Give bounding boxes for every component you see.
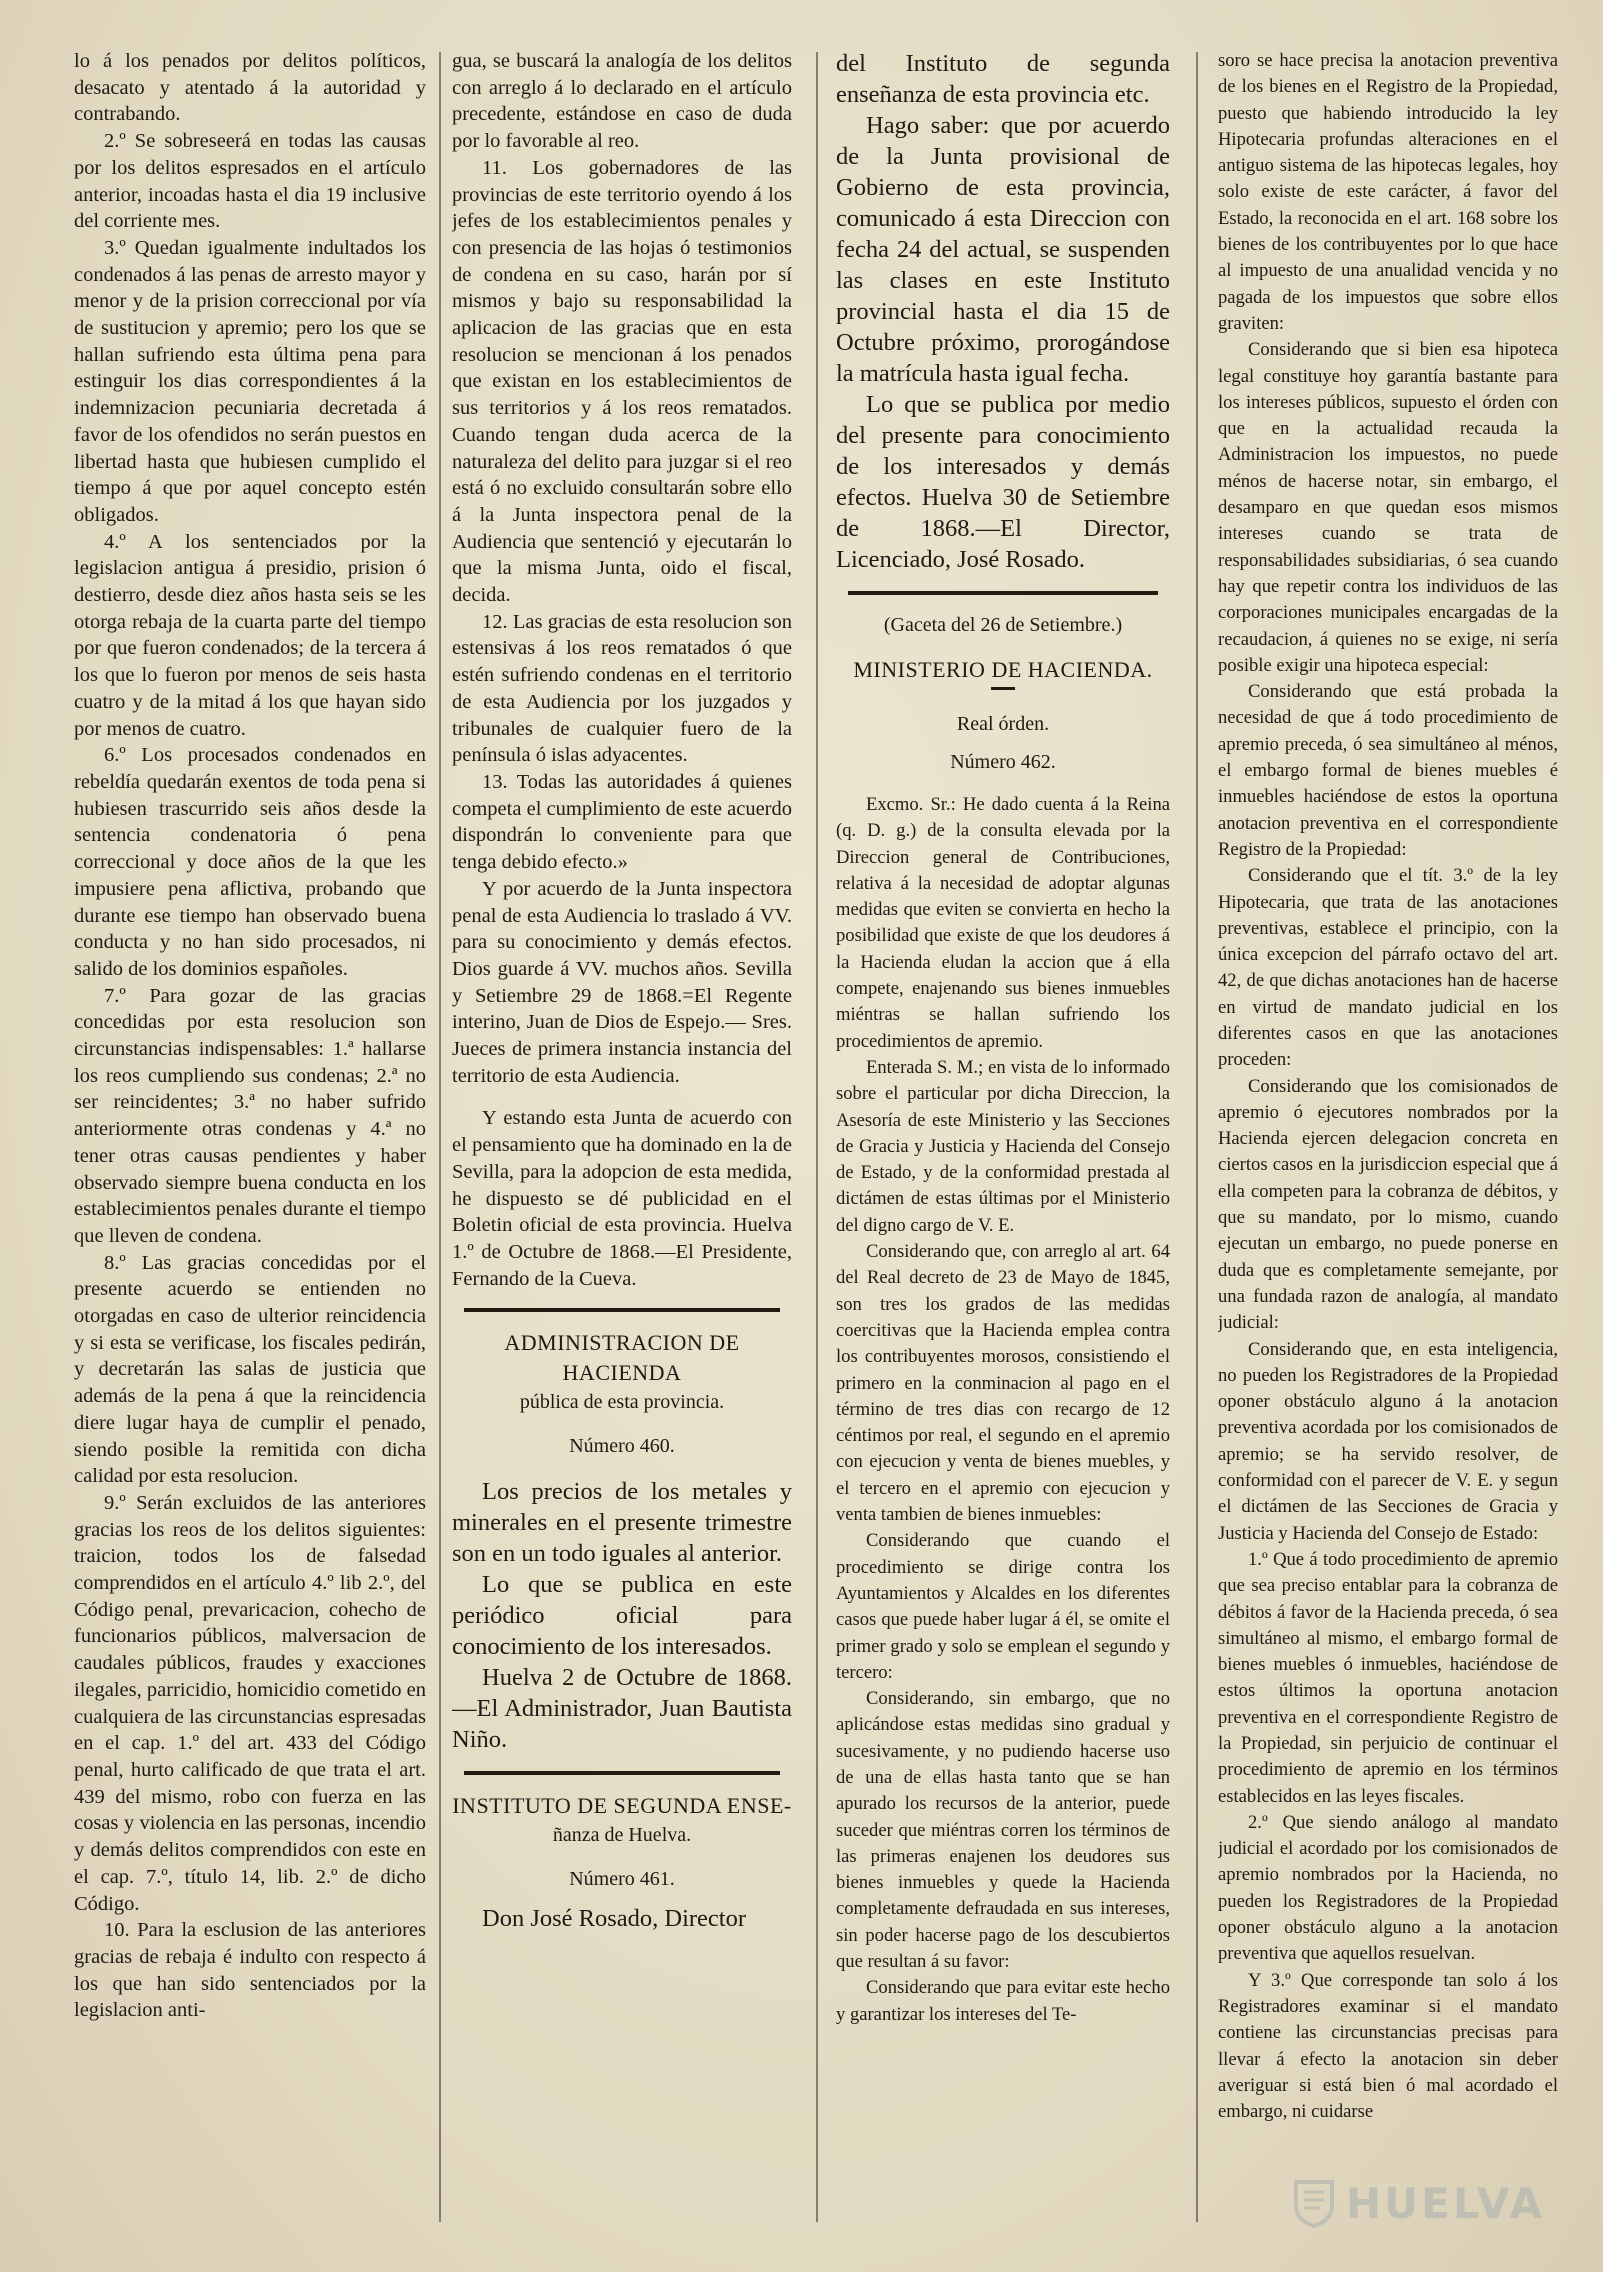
paragraph: Los precios de los metales y minerales en el presente trimestre son en un todo iguales al anterior. <box>452 1478 792 1568</box>
paragraph: 12. Las gracias de esta resolucion son estensivas á los reos rematados ó que estén sufriendo condenas en el territorio de esta Audiencia por los juzgados y tribunales de cualquier fuero de la península ó islas adyacentes. <box>452 610 792 767</box>
paragraph: 13. Todas las autoridades á quienes competa el cumplimiento de este acuerdo dispondrán lo conveniente para que tenga debido efecto.» <box>452 770 792 874</box>
section-subheader-instituto: ñanza de Huelva. <box>552 1824 692 1847</box>
paragraph: 9.º Serán excluidos de las anteriores gracias los reos de los delitos siguientes: traicion, todos los de falsedad comprendidos en el artículo 4.º lib 2.º, del Código penal, prevaricacion, cohecho de funcionarios públicos, malversacion de caudales públicos, fraudes y exacciones ilegales, parricidio, homicidio cometido en cualquiera de las circunstancias espresadas en el cap. 1.º del art. 433 del Código penal, hurto calificado de que trata el art. 439 del mismo, robo con fuerza en las cosas y violencia en las personas, incendio y demás delitos comprendidos con este en el cap. 7.º, título 14, lib. 2.º de dicho Código. <box>74 1491 426 1915</box>
paragraph: Huelva 2 de Octubre de 1868.—El Administrador, Juan Bautista Niño. <box>452 1664 792 1754</box>
paragraph: 11. Los gobernadores de las provincias de este territorio oyendo á los jefes de los establecimientos penales y con presencia de las hojas ó testimonios de condena en su caso, harán por sí mismos y bajo su responsabilidad la aplicacion de las gracias que en esta resolucion se mencionan á los penados que existan en los establecimientos de sus territorios y á los reos rematados. Cuando tengan duda acerca de la naturaleza del delito para juzgar si el reo está ó no excluido consultarán sobre ello á la Junta inspectora penal de la Audiencia que sentenció y ejecutarán lo que la misma Junta, oido el fiscal, decida. <box>452 156 792 607</box>
paragraph: 2.º Que siendo análogo al mandato judicial el acordado por los comisionados de apremio nombrados por la Hacienda, no pueden los Registradores de la Propiedad oponer obstáculo alguno a la anotacion preventiva que aquellos resuelvan. <box>1218 1811 1558 1965</box>
paragraph: Lo que se publica en este periódico oficial para conocimiento de los interesados. <box>452 1571 792 1661</box>
paragraph: Don José Rosado, Director <box>482 1905 747 1933</box>
column-divider <box>1196 52 1198 2222</box>
column-2 <box>452 48 792 1934</box>
paragraph: 10. Para la esclusion de las anteriores gracias de rebaja é indulto con respecto á los que han sido sentenciados por la legislacion anti- <box>74 1919 426 2022</box>
shield-icon <box>1292 2178 1336 2228</box>
section-header-admin: ADMINISTRACION DE HACIENDA <box>504 1330 740 1386</box>
paragraph: Considerando que, con arreglo al art. 64 del Real decreto de 23 de Mayo de 1845, son tres los grados de las medidas coercitivas que la Hacienda emplea contra los contribuyentes morosos, consistiendo el primero en la conminacion al pago en el término de tres dias con recargo de 12 céntimos por real, el segundo en el apremio con ejecucion y venta de bienes muebles, y el tercero en el apremio con ejecucion y venta tambien de bienes inmuebles: <box>836 1241 1170 1526</box>
paragraph: 8.º Las gracias concedidas por el presente acuerdo se entienden no otorgadas en caso de ulterior reincidencia y si esta se verificase, los fiscales pedirán, y decretarán las salas de justicia que además de la pena á que la reincidencia diere lugar haya de cumplir el penado, siendo posible la remitida con dicha calidad por esta resolucion. <box>74 1251 426 1488</box>
paragraph: Considerando que los comisionados de apremio ó ejecutores nombrados por la Hacienda ejercen delegacion concreta en ciertos casos en la jurisdiccion especial que á ella competen para la cobranza de débitos, y que su mandato, por lo mismo, cuando ejecutan un embargo, no puede ponerse en duda que es completamente semejante, por una fundada razon de analogía, al mandato judicial: <box>1218 1075 1558 1334</box>
real-orden-title: Real órden. <box>956 713 1050 735</box>
paragraph: Considerando que cuando el procedimiento se dirige contra los Ayuntamientos y Alcaldes en los diferentes casos que puede haber lugar á él, se omite el primer grado y solo se emplean el segundo y tercero: <box>836 1530 1170 1683</box>
paragraph: 7.º Para gozar de las gracias concedidas por esta resolucion son circunstancias indispensables: 1.ª hallarse los reos cumpliendo sus condenas; 2.ª no ser reincidentes; 3.ª no haber sufrido anteriormente otras condenas y 4.ª no tener otras causas pendientes y haber observado siempre buena conducta en los establecimientos penales durante el tiempo que lleven de condena. <box>74 984 426 1247</box>
paragraph: Considerando que para evitar este hecho y garantizar los intereses del Te- <box>836 1977 1170 2025</box>
column-4 <box>1218 48 1558 2125</box>
section-subheader-admin: pública de esta provincia. <box>519 1391 725 1414</box>
paragraph: Considerando que, en esta inteligencia, no pueden los Registradores de la Propiedad oponer obstáculo alguno á la anotacion preventiva acordada por los comisionados de apremio; se ha servido resolver, de conformidad con el parecer de V. E. y segun el dictámen de las Secciones de Gracia y Justicia y Hacienda del Consejo de Estado: <box>1218 1338 1558 1544</box>
notice-number-460: Número 460. <box>569 1435 675 1458</box>
paragraph: Y 3.º Que corresponde tan solo á los Registradores examinar si el mandato contiene las circunstancias precisas para llevar á efecto la anotacion sin deber averiguar si está bien ó mal acordado el embargo, ni cuidarse <box>1218 1969 1558 2123</box>
ministry-header: MINISTERIO DE HACIENDA. <box>853 657 1153 682</box>
column-1 <box>74 48 426 2024</box>
notice-number-462: Número 462. <box>950 751 1056 773</box>
paragraph: soro se hace precisa la anotacion preventiva de los bienes en el Registro de la Propiedad, puesto que habiendo introducido la ley Hipotecaria profundas alteraciones en el antiguo sistema de las hipotecas legales, hoy solo existe de este carácter, á favor del Estado, la reconocida en el art. 168 sobre los bienes de los contribuyentes por lo que hace al impuesto de una anualidad vencida y no pagada de los impuestos que sobre ellos graviten: <box>1218 50 1558 334</box>
short-rule <box>991 687 1015 690</box>
paragraph: Considerando que está probada la necesidad de que á todo procedimiento de apremio preceda, ó sea simultáneo al ménos, el embargo formal de bienes muebles é inmuebles haciéndose de estos la oportuna anotacion preventiva en el correspondiente Registro de la Propiedad: <box>1218 681 1558 860</box>
paragraph: lo á los penados por delitos políticos, desacato y atentado á la autoridad y contrabando. <box>74 50 426 126</box>
paragraph: Y estando esta Junta de acuerdo con el pensamiento que ha dominado en la de Sevilla, para la adopcion de esta medida, he dispuesto se dé publicidad en el Boletin oficial de esta provincia. Huelva 1.º de Octubre de 1868.—El Presidente, Fernando de la Cueva. <box>452 1107 792 1290</box>
column-divider <box>439 52 441 2222</box>
paragraph: 4.º A los sentenciados por la legislacion antigua á presidio, prision ó destierro, desde diez años hasta seis se les otorga rebaja de la cuarta parte del tiempo por que fueron condenados; de la tercera á los que lo fueron por menos de seis hasta cuatro y de la mitad á los que hayan sido por menos de cuatro. <box>74 530 426 740</box>
paragraph: Y por acuerdo de la Junta inspectora penal de esta Audiencia lo traslado á VV. para su conocimiento y demás efectos. Dios guarde á VV. muchos años. Sevilla y Setiembre 29 de 1868.=El Regente interino, Juan de Dios de Espejo.— Sres. Jueces de primera instancia instancia del territorio de esta Audiencia. <box>452 877 792 1087</box>
paragraph: 2.º Se sobreseerá en todas las causas por los delitos espresados en el artículo anterior, incoadas hasta el dia 19 inclusive del corriente mes. <box>74 130 426 233</box>
paragraph: 3.º Quedan igualmente indultados los condenados á las penas de arresto mayor y menor y de la prision correccional por vía de sustitucion y apremio; pero los que se hallan sufriendo esta última pena para estinguir los dias correspondientes á la indemnizacion pecuniaria decretada á favor de los ofendidos no serán puestos en libertad hasta que hubiesen cumplido el tiempo á que por aquel concepto estén obligados. <box>74 236 426 526</box>
paragraph: Considerando, sin embargo, que no aplicándose estas medidas sino gradual y sucesivamente, y no pudiendo hacerse uso de una de ellas hasta tanto que se han apurado los recursos de la anterior, puede suceder que miéntras corren los términos de las primeras enajenen los deudores sus bienes inmuebles y quede la Hacienda completamente defraudada en sus intereses, sin poder hacerse pago de los descubiertos que resultan á su favor: <box>836 1688 1170 1973</box>
archive-watermark <box>1292 2178 1545 2228</box>
section-rule <box>464 1308 780 1312</box>
section-rule <box>464 1771 780 1775</box>
paragraph: Excmo. Sr.: He dado cuenta á la Reina (q. D. g.) de la consulta elevada por la Direccion general de Contribuciones, relativa á la necesidad de adoptar algunas medidas que eviten se convierta en hecho la posibilidad que existe de que los deudores á la Hacienda eludan la accion que á ella compete, enajenando sus bienes inmuebles miéntras se hallan sufriendo los procedimientos de apremio. <box>836 794 1170 1052</box>
paragraph: del Instituto de segunda enseñanza de esta provincia etc. <box>836 50 1170 108</box>
paragraph: Hago saber: que por acuerdo de la Junta provisional de Gobierno de esta provincia, comunicado á esta Direccion con fecha 24 del actual, se suspenden las clases en este Instituto provincial hasta el dia 15 de Octubre próximo, prorogándose la matrícula hasta igual fecha. <box>836 112 1170 387</box>
column-3 <box>836 48 1170 2028</box>
section-header-instituto: INSTITUTO DE SEGUNDA ENSE- <box>452 1793 792 1819</box>
section-rule <box>848 591 1158 595</box>
watermark-text: HUELVA <box>1345 2178 1545 2228</box>
paragraph: Considerando que el tít. 3.º de la ley Hipotecaria, que trata de las anotaciones preventivas, establece el principio, con la única excepcion del párrafo octavo del art. 42, de que dichas anotaciones han de hacerse en virtud de mandato judicial en los diferentes casos en que las anotaciones proceden: <box>1218 865 1558 1071</box>
paragraph: Considerando que si bien esa hipoteca legal constituye hoy garantía bastante para los intereses públicos, supuesto el órden con que en la actualidad recauda la Administracion los impuestos, no puede ménos de hacerse notar, sin embargo, el desamparo en que quedan esos mismos intereses cuando se trata de responsabilidades subsidiarias, ó sea cuando hay que repetir contra los individuos de las corporaciones municipales encargadas de la recaudacion, á quienes no se exige, ni sería posible exigir una hipoteca especial: <box>1218 339 1558 676</box>
column-divider <box>816 52 818 2222</box>
notice-number-461: Número 461. <box>569 1868 675 1891</box>
paragraph: Enterada S. M.; en vista de lo informado sobre el particular por dicha Direccion, la Asesoría de este Ministerio y las Secciones de Gracia y Justicia y Hacienda del Consejo de Estado, y de la conformidad prestada al dictámen de estas últimas por el Ministerio del digno cargo de V. E. <box>836 1056 1170 1236</box>
paragraph: 6.º Los procesados condenados en rebeldía quedarán exentos de toda pena si hubiesen trascurrido seis años desde la sentencia condenatoria ó pena correccional y doce años de la que les impusiere pena aflictiva, probando que durante ese tiempo han observado buena conducta y no han sido procesados, ni salido de los dominios españoles. <box>74 744 426 980</box>
gaceta-date: (Gaceta del 26 de Setiembre.) <box>883 614 1123 636</box>
paragraph: 1.º Que á todo procedimiento de apremio que sea preciso entablar para la cobranza de débitos á favor de la Hacienda preceda, ó sea simultáneo al mismo, el embargo formal de bienes muebles ó inmuebles, haciéndose de estos últimos la oportuna anotacion preventiva en el correspondiente Registro de la Propiedad, sin perjuicio de continuar el procedimiento de apremio en los términos establecidos en las leyes fiscales. <box>1218 1548 1558 1807</box>
paragraph: Lo que se publica por medio del presente para conocimiento de los interesados y demás efectos. Huelva 30 de Setiembre de 1868.—El Director, Licenciado, José Rosado. <box>836 391 1170 573</box>
paragraph: gua, se buscará la analogía de los delitos con arreglo á lo declarado en el artículo precedente, estándose en caso de duda por lo favorable al reo. <box>452 50 792 153</box>
